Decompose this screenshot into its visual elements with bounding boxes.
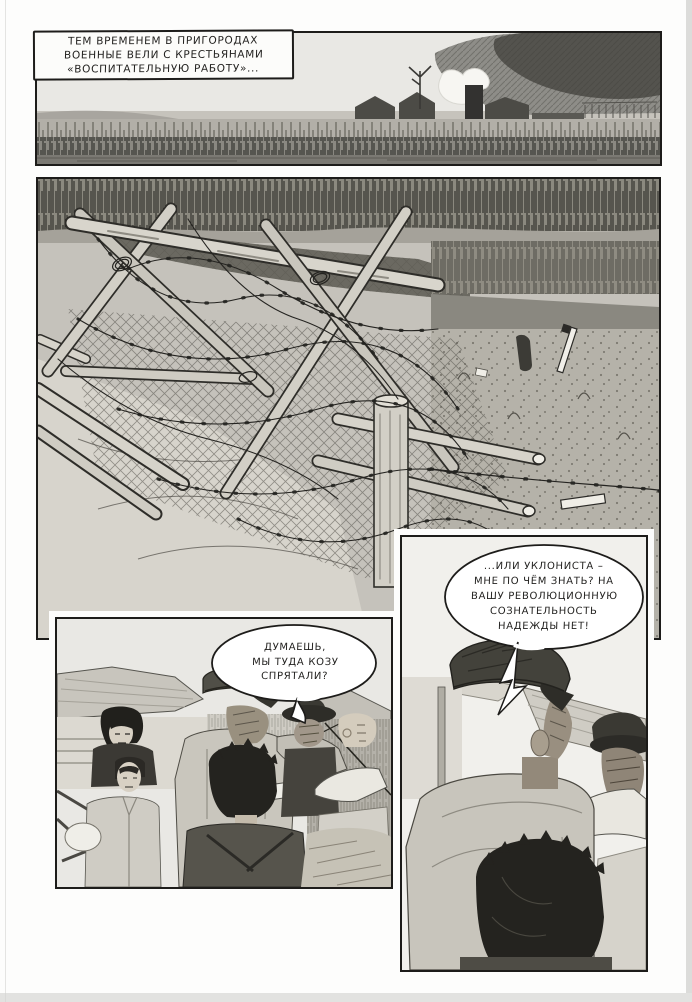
caption-line-1: ТЕМ ВРЕМЕНЕМ В ПРИГОРОДАХ (68, 34, 259, 48)
speech1-line-1: ДУМАЕШЬ, (263, 642, 327, 654)
narration-caption (33, 29, 294, 80)
caption-line-3: «ВОСПИТАТЕЛЬНУЮ РАБОТУ»... (67, 62, 260, 76)
panel-argument (400, 535, 648, 972)
panel-3-artwork (57, 619, 391, 887)
speech2-line-3: ВАШУ РЕВОЛЮЦИОННУЮ (470, 590, 618, 602)
speech1-line-3: СПРЯТАЛИ? (261, 671, 329, 683)
straw-pile (301, 828, 391, 887)
speech1-line-2: МЫ ТУДА КОЗУ (251, 656, 339, 668)
boy-shoulders (460, 957, 612, 970)
speech2-line-5: НАДЕЖДЫ НЕТ! (498, 620, 590, 632)
scan-edge-right (686, 0, 692, 1002)
speech2-line-1: ...ИЛИ УКЛОНИСТА – (484, 560, 604, 572)
panel-villagers (55, 617, 393, 889)
panel-4-artwork (402, 537, 646, 970)
speech2-line-2: МНЕ ПО ЧЁМ ЗНАТЬ? НА (473, 575, 615, 587)
reed-field (37, 119, 660, 164)
speech2-line-4: СОЗНАТЕЛЬНОСТЬ (490, 605, 598, 617)
scan-edge-bottom (0, 993, 692, 1002)
scan-edge-left (5, 0, 6, 1002)
caption-line-2: ВОЕННЫЕ ВЕЛИ С КРЕСТЬЯНАМИ (63, 48, 264, 62)
